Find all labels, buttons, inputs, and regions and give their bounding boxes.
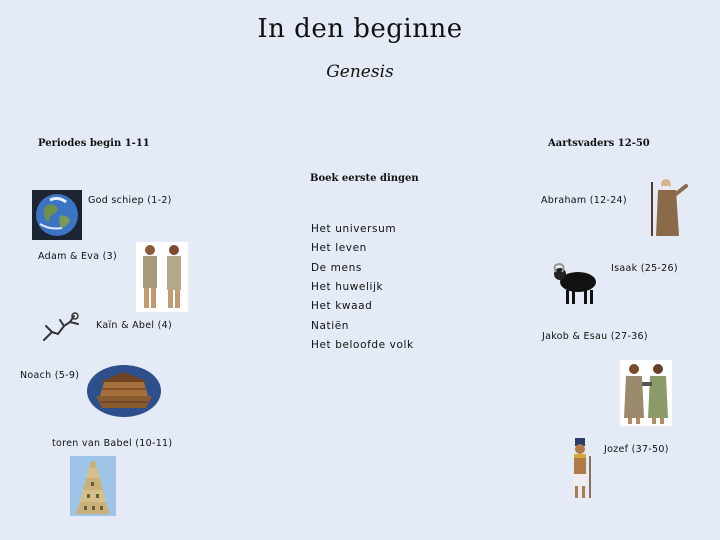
right-item-label: Jozef (37-50) [604, 444, 669, 455]
right-column-header: Aartsvaders 12-50 [548, 138, 650, 149]
globe-icon [32, 190, 82, 240]
adam-eve-icon [136, 242, 188, 312]
center-topic: Het beloofde volk [311, 339, 414, 351]
brothers-icon [620, 360, 672, 426]
left-item-label: Kaïn & Abel (4) [96, 320, 172, 331]
body-outline-icon [40, 312, 82, 344]
patriarch-icon [646, 176, 688, 238]
tower-icon [70, 456, 116, 516]
left-item-label: God schiep (1-2) [88, 195, 172, 206]
left-item-label: Adam & Eva (3) [38, 251, 118, 262]
center-column-header: Boek eerste dingen [310, 173, 419, 184]
slide-title: In den beginne [257, 14, 463, 44]
right-item-label: Isaak (25-26) [611, 263, 678, 274]
left-column-header: Periodes begin 1-11 [38, 138, 150, 149]
center-topic: Het universum [311, 223, 397, 235]
center-topic: Het leven [311, 242, 367, 254]
center-topic: Het kwaad [311, 300, 373, 312]
center-topic: Het huwelijk [311, 281, 384, 293]
egyptian-icon [566, 438, 594, 500]
slide-subtitle: Genesis [326, 62, 394, 82]
right-item-label: Jakob & Esau (27-36) [542, 331, 648, 342]
left-item-label: Noach (5-9) [20, 370, 80, 381]
ark-icon [86, 364, 162, 418]
center-topic: Natiën [311, 320, 350, 332]
right-item-label: Abraham (12-24) [541, 195, 627, 206]
left-item-label: toren van Babel (10-11) [52, 438, 173, 449]
center-topic: De mens [311, 262, 362, 274]
ram-icon [550, 262, 602, 306]
